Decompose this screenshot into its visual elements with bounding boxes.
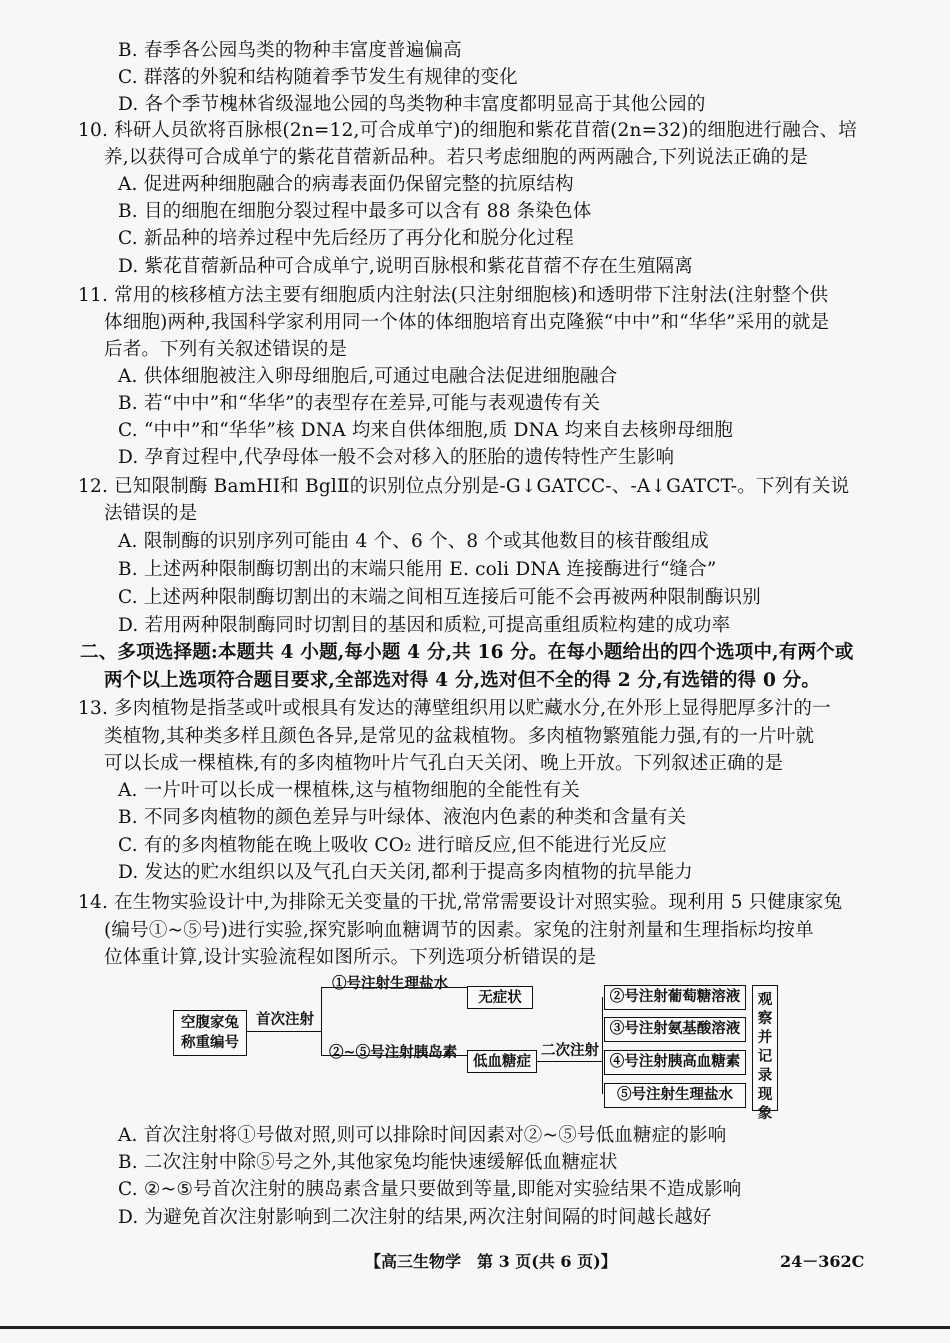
q11-stem-line3: 后者。下列有关叙述错误的是: [104, 339, 348, 360]
q9-option-b: B. 春季各公园鸟类的物种丰富度普遍偏高: [118, 40, 462, 61]
q11-stem-line2: 体细胞)两种,我国科学家利用同一个体的体细胞培育出克隆猴“中中”和“华华”采用的就是: [104, 312, 830, 333]
connector-line: [602, 997, 603, 1094]
q10-option-b: B. 目的细胞在细胞分裂过程中最多可以含有 88 条染色体: [118, 201, 592, 222]
q10-option-d: D. 紫花苜蓿新品种可合成单宁,说明百脉根和紫花苜蓿不存在生殖隔离: [118, 256, 693, 277]
q12-stem-line1: 12. 已知限制酶 BamHⅠ和 BglⅡ的识别位点分别是-G↓GATCC-、-A↓GATCT-。下列有关说: [78, 476, 850, 497]
second-injection-label: 二次注射: [541, 1042, 599, 1059]
q12-option-b: B. 上述两种限制酶切割出的末端只能用 E. coli DNA 连接酶进行“缝合”: [118, 559, 717, 580]
first-injection-label: 首次注射: [256, 1011, 314, 1028]
sub-box-2: ②号注射葡萄糖溶液: [604, 985, 746, 1010]
q13-option-a: A. 一片叶可以长成一棵植株,这与植物细胞的全能性有关: [118, 780, 580, 801]
section-heading-line2: 两个以上选项符合题目要求,全部选对得 4 分,选对但不全的得 2 分,有选错的得 0 分。: [104, 670, 821, 691]
q14-option-c: C. ②~⑤号首次注射的胰岛素含量只要做到等量,即能对实验结果不造成影响: [118, 1179, 742, 1200]
q11-stem-line1: 11. 常用的核移植方法主要有细胞质内注射法(只注射细胞核)和透明带下注射法(注射整个供: [78, 285, 829, 306]
q11-option-a: A. 供体细胞被注入卵母细胞后,可通过电融合法促进细胞融合: [118, 366, 618, 387]
branch2-label: ②~⑤号注射胰岛素: [329, 1044, 458, 1061]
connector-line: [321, 987, 322, 1055]
branch1-label: ①号注射生理盐水: [332, 975, 448, 992]
no-symptom-box: 无症状: [467, 986, 533, 1009]
connector-line: [247, 1031, 321, 1032]
q13-option-d: D. 发达的贮水组织以及气孔白天关闭,都利于提高多肉植物的抗旱能力: [118, 862, 693, 883]
q14-stem-line1: 14. 在生物实验设计中,为排除无关变量的干扰,常常需要设计对照实验。现利用 5 只健康家兔: [78, 892, 843, 913]
q14-stem-line2: (编号①~⑤号)进行实验,探究影响血糖调节的因素。家兔的注射剂量和生理指标均按单: [104, 920, 814, 941]
q13-option-c: C. 有的多肉植物能在晚上吸收 CO₂ 进行暗反应,但不能进行光反应: [118, 835, 667, 856]
q9-option-d: D. 各个季节槐林省级湿地公园的鸟类物种丰富度都明显高于其他公园的: [118, 94, 706, 115]
q12-stem-line2: 法错误的是: [104, 503, 198, 524]
q12-option-c: C. 上述两种限制酶切割出的末端之间相互连接后可能不会再被两种限制酶识别: [118, 587, 761, 608]
sub-box-3: ③号注射氨基酸溶液: [604, 1017, 746, 1042]
q14-option-a: A. 首次注射将①号做对照,则可以排除时间因素对②~⑤号低血糖症的影响: [118, 1125, 727, 1146]
q10-option-a: A. 促进两种细胞融合的病毒表面仍保留完整的抗原结构: [118, 174, 574, 195]
q12-option-a: A. 限制酶的识别序列可能由 4 个、6 个、8 个或其他数目的核苷酸组成: [118, 531, 709, 552]
q13-stem-line2: 类植物,其种类多样且颜色各异,是常见的盆栽植物。多肉植物繁殖能力强,有的一片叶就: [104, 726, 815, 747]
q9-option-c: C. 群落的外貌和结构随着季节发生有规律的变化: [118, 67, 518, 88]
q14-option-d: D. 为避免首次注射影响到二次注射的结果,两次注射间隔的时间越长越好: [118, 1207, 712, 1228]
sub-box-5: ⑤号注射生理盐水: [604, 1083, 746, 1108]
hypoglycemia-box: 低血糖症: [467, 1050, 537, 1073]
q10-stem-line1: 10. 科研人员欲将百脉根(2n=12,可合成单宁)的细胞和紫花苜蓿(2n=32)的细胞进行融合、培: [78, 120, 858, 141]
q12-option-d: D. 若用两种限制酶同时切割目的基因和质粒,可提高重组质粒构建的成功率: [118, 615, 731, 636]
observe-box: 观察并记录现象: [752, 985, 778, 1111]
sub-box-4: ④号注射胰高血糖素: [604, 1050, 746, 1075]
section-heading-line1: 二、多项选择题:本题共 4 小题,每小题 4 分,共 16 分。在每小题给出的四个选项中,有两个或: [80, 642, 854, 663]
start-box: 空腹家兔称重编号: [173, 1010, 247, 1056]
footer-page-info: 【高三生物学 第 3 页(共 6 页)】: [365, 1252, 617, 1271]
q10-stem-line2: 养,以获得可合成单宁的紫花苜蓿新品种。若只考虑细胞的两两融合,下列说法正确的是: [104, 147, 809, 168]
q11-option-b: B. 若“中中”和“华华”的表型存在差异,可能与表观遗传有关: [118, 393, 601, 414]
q13-option-b: B. 不同多肉植物的颜色差异与叶绿体、液泡内色素的种类和含量有关: [118, 807, 687, 828]
q11-option-d: D. 孕育过程中,代孕母体一般不会对移入的胚胎的遗传特性产生影响: [118, 447, 675, 468]
connector-line: [537, 1061, 602, 1062]
q14-option-b: B. 二次注射中除⑤号之外,其他家兔均能快速缓解低血糖症状: [118, 1152, 618, 1173]
q14-stem-line3: 位体重计算,设计实验流程如图所示。下列选项分析错误的是: [104, 947, 597, 968]
q13-stem-line1: 13. 多肉植物是指茎或叶或根具有发达的薄壁组织用以贮藏水分,在外形上显得肥厚多汁的一: [78, 698, 831, 719]
q11-option-c: C. “中中”和“华华”核 DNA 均来自供体细胞,质 DNA 均来自去核卵母细胞: [118, 420, 733, 441]
q10-option-c: C. 新品种的培养过程中先后经历了再分化和脱分化过程: [118, 228, 574, 249]
bottom-rule: [0, 1326, 950, 1329]
q13-stem-line3: 可以长成一棵植株,有的多肉植物叶片气孔白天关闭、晚上开放。下列叙述正确的是: [104, 753, 784, 774]
footer-code: 24－362C: [780, 1252, 865, 1271]
